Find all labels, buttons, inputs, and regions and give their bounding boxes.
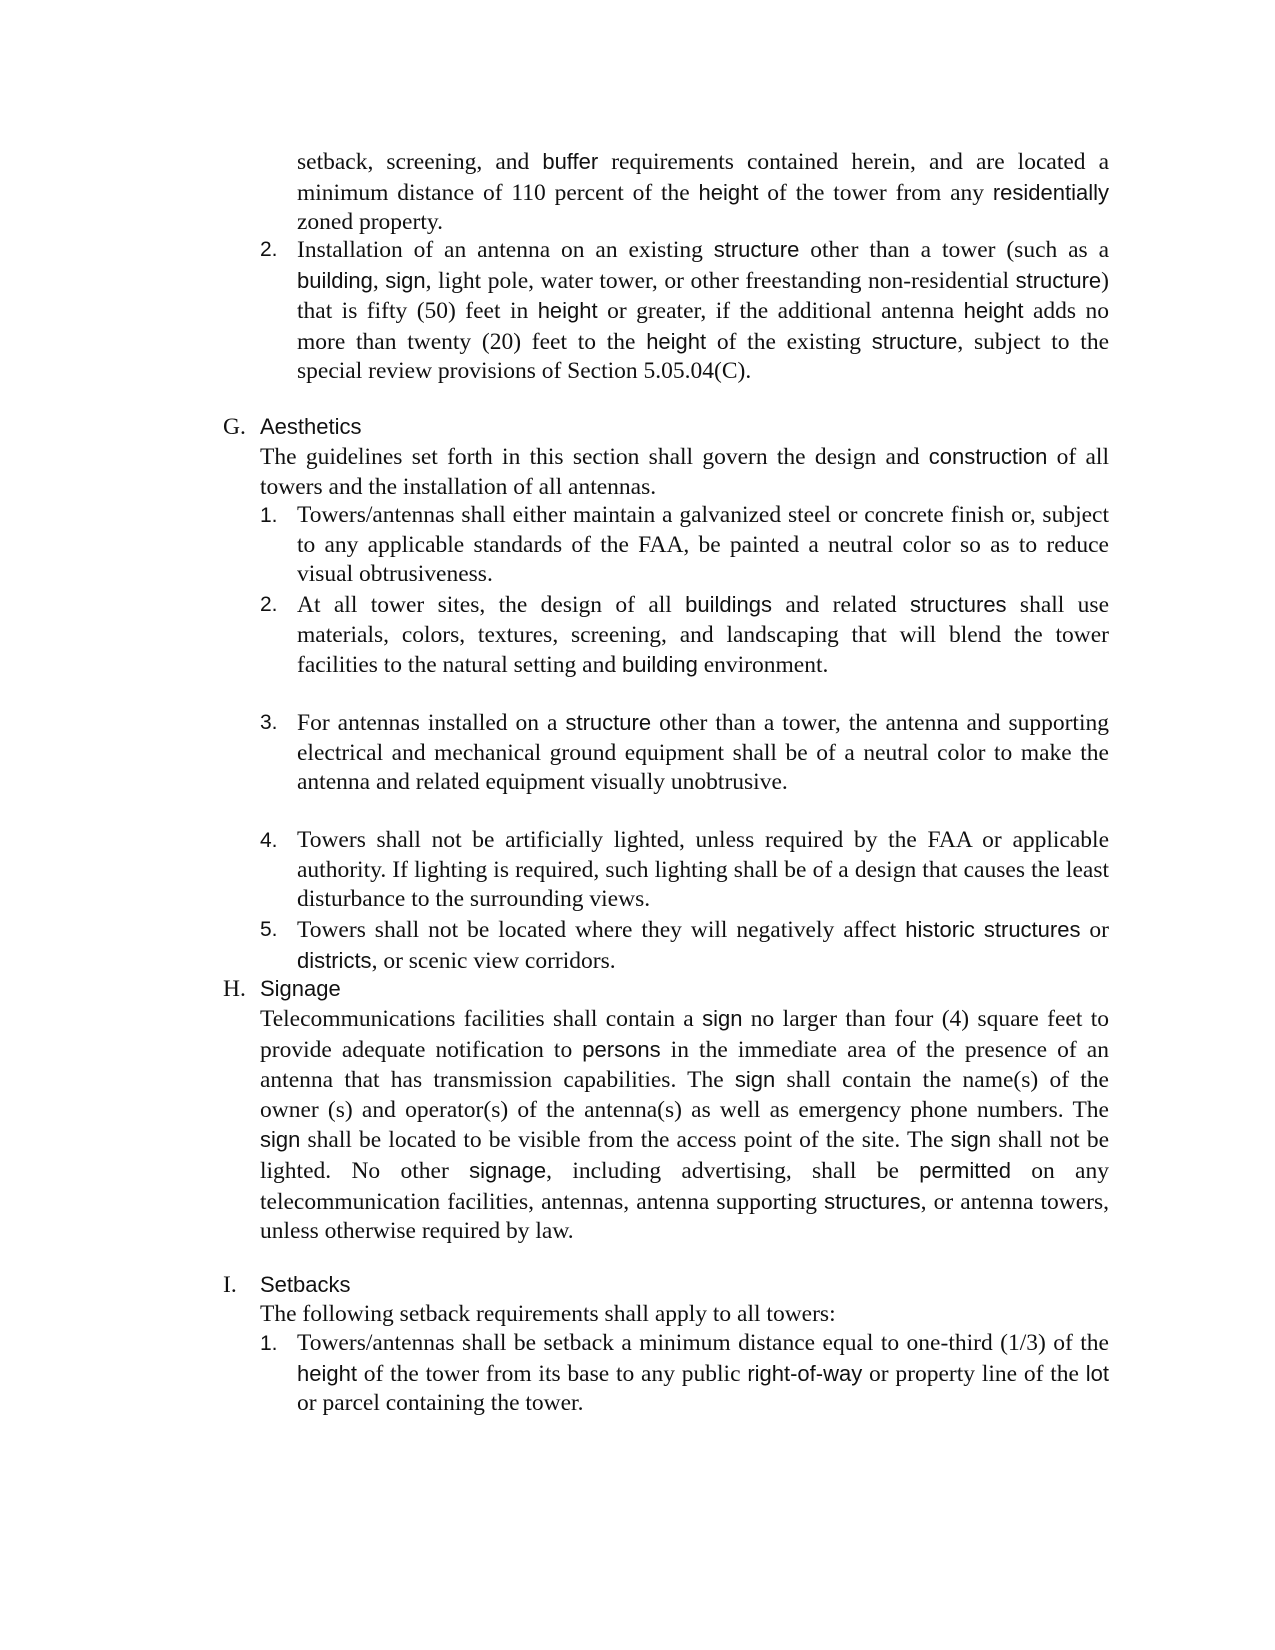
defined-term: height: [537, 298, 598, 324]
list-item-number: 2.: [260, 593, 278, 616]
defined-term: permitted: [919, 1157, 1011, 1183]
defined-term: building: [621, 652, 698, 678]
defined-term: structure: [565, 710, 652, 735]
defined-term: height: [646, 328, 707, 354]
section-letter: I.: [223, 1272, 237, 1298]
list-item-number: 1.: [260, 1332, 278, 1355]
section-title: Aesthetics: [260, 414, 362, 439]
list-item-text: For antennas installed on a structure other than a tower, the antenna and supporting electrical and mechanical ground equipment shall be of a neutral color to make the antenna and related equipment visually unobtrusive.: [297, 710, 1109, 796]
section-title: Signage: [260, 976, 341, 1001]
section-heading-aesthetics: [223, 412, 362, 443]
defined-term: historic: [905, 917, 975, 942]
section-letter: H.: [223, 976, 246, 1002]
defined-term: structures: [983, 917, 1081, 942]
list-item-number: 1.: [260, 504, 278, 527]
section-letter: G.: [223, 414, 246, 440]
defined-term: buffer: [542, 149, 599, 174]
defined-term: height: [698, 179, 759, 205]
section-heading-signage: [223, 974, 341, 1005]
defined-term: structure: [713, 237, 800, 262]
list-item-number: 4.: [260, 829, 278, 852]
defined-term: sign: [950, 1127, 991, 1153]
continuation-paragraph: setback, screening, and buffer requirements contained herein, and are located a minimum distance of 110 percent of the height of the tower from any residentially zoned property.: [297, 149, 1110, 236]
defined-term: structure: [871, 328, 958, 354]
list-item-text: Towers/antennas shall either maintain a galvanized steel or concrete finish or, subject to any applicable standards of the FAA, be painted a neutral color so as to reduce visual obtrusiveness.: [297, 502, 1109, 588]
defined-term: sign: [260, 1127, 301, 1153]
section-title: Setbacks: [260, 1272, 351, 1297]
section-intro: Telecommunications facilities shall contain a sign no larger than four (4) square feet to provide adequate notification to persons in the immediate area of the presence of an antenna that has transmission capabilities. The sign shall contain the name(s) of the owner (s) and operator(s) of the antenna(s) as well as emergency phone numbers. The sign shall be located to be visible from the access point of the site. The sign shall not be lighted. No other signage, including advertising, shall be permitted on any telecommunication facilities, antennas, antenna supporting structures, or antenna towers, unless otherwise required by law.: [260, 1006, 1109, 1245]
section-heading-setbacks: [223, 1270, 351, 1301]
list-item-text: Towers shall not be artificially lighted, unless required by the FAA or applicable authority. If lighting is required, such lighting shall be of a design that causes the least disturbance to the surrounding views.: [297, 827, 1109, 913]
section-intro: The following setback requirements shall apply to all towers:: [260, 1301, 836, 1327]
defined-term: sign: [385, 267, 426, 293]
section-intro: The guidelines set forth in this section shall govern the design and construction of all towers and the installation of all antennas.: [260, 444, 1109, 500]
list-item-text: At all tower sites, the design of all buildings and related structures shall use materials, colors, textures, screening, and landscaping that will blend the tower facilities to the natural setting and building environment.: [297, 592, 1109, 679]
defined-term: structures: [909, 592, 1007, 617]
defined-term: height: [297, 1360, 357, 1386]
defined-term: height: [963, 298, 1024, 324]
defined-term: lot: [1085, 1360, 1109, 1386]
defined-term: districts: [297, 947, 372, 973]
defined-term: sign: [734, 1067, 776, 1093]
defined-term: building: [297, 267, 373, 293]
list-item-text: Towers/antennas shall be setback a minimum distance equal to one-third (1/3) of the height of the tower from its base to any public right-of-way or property line of the lot or parcel containing the tower.: [297, 1330, 1109, 1417]
defined-term: sign: [702, 1006, 743, 1031]
list-item-text: Installation of an antenna on an existing structure other than a tower (such as a building, sign, light pole, water tower, or other freestanding non-residential structure) that is fifty (50) feet in height or greater, if the additional antenna height adds no more than twenty (20) feet to the height of the existing structure, subject to the special review provisions of Section 5.05.04(C).: [297, 237, 1110, 385]
defined-term: construction: [928, 444, 1048, 469]
list-item-number: 5.: [260, 918, 278, 941]
defined-term: structure: [1015, 267, 1102, 293]
defined-term: persons: [582, 1036, 661, 1062]
list-item-text: Towers shall not be located where they will negatively affect historic structures or districts, or scenic view corridors.: [297, 917, 1110, 974]
list-item-number: 3.: [260, 711, 278, 734]
defined-term: signage: [469, 1157, 547, 1183]
list-item-number: 2.: [260, 238, 278, 261]
defined-term: buildings: [685, 592, 773, 617]
defined-term: residentially: [992, 179, 1109, 205]
defined-term: structures: [824, 1188, 921, 1214]
defined-term: right-of-way: [747, 1360, 863, 1386]
